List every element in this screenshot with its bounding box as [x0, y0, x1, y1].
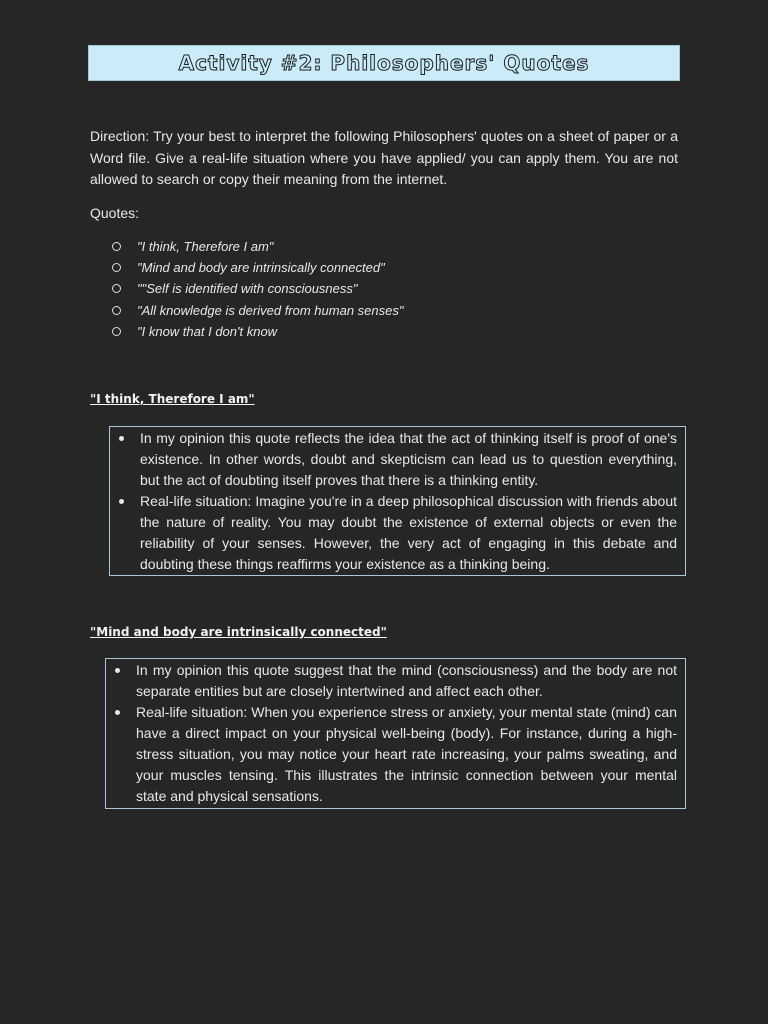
quote-item	[112, 278, 403, 299]
quote-text: "I think, Therefore I am"	[137, 239, 274, 255]
quote-item	[112, 257, 403, 278]
answer-text: Real-life situation: Imagine you're in a deep philosophical discussion with friends about the nature of reality. You may doubt the existence of external objects or even the reliability of your senses. However, the very act of engaging in this debate and doubting these things reaffirms your existence as a thinking being.	[140, 493, 677, 572]
answer-text: In my opinion this quote suggest that the mind (consciousness) and the body are not separate entities but are closely intertwined and affect each other.	[136, 662, 677, 699]
bullet-dot-icon	[119, 499, 124, 504]
quote-item	[112, 300, 403, 321]
hollow-bullet-icon	[112, 306, 121, 315]
direction-paragraph: Direction: Try your best to interpret the following Philosophers' quotes on a sheet of paper or a Word file. Give a real-life situation where you have applied/ you can apply them. You are not allowed to search or copy their meaning from the internet.	[90, 128, 678, 187]
quote-text: "All knowledge is derived from human senses"	[137, 302, 404, 318]
bullet-dot-icon	[119, 436, 124, 441]
answer-bullet	[140, 491, 677, 575]
bullet-dot-icon	[115, 710, 120, 715]
section-heading-mind-body: "Mind and body are intrinsically connected"	[90, 625, 387, 639]
answer-bullet	[136, 660, 677, 702]
quote-item	[112, 236, 403, 257]
quote-text: "I know that I don't know	[137, 323, 278, 339]
bullet-dot-icon	[115, 668, 120, 673]
quotes-label: Quotes:	[90, 205, 140, 221]
quote-item	[112, 321, 403, 342]
answer-bullet	[140, 428, 677, 491]
answer-text: In my opinion this quote reflects the idea that the act of thinking itself is proof of one's existence. In other words, doubt and skepticism can lead us to question everything, but the act of doubting itself proves that there is a thinking entity.	[140, 430, 677, 488]
answer-bullet	[136, 702, 677, 807]
quote-list	[112, 236, 403, 342]
hollow-bullet-icon	[112, 242, 121, 251]
quote-text: ""Self is identified with consciousness"	[137, 281, 358, 297]
section-heading-i-think: "I think, Therefore I am"	[90, 392, 255, 406]
hollow-bullet-icon	[112, 284, 121, 293]
answer-box-i-think	[109, 426, 686, 576]
page-title: Activity #2: Philosophers' Quotes	[178, 51, 590, 75]
hollow-bullet-icon	[112, 327, 121, 336]
quote-text: "Mind and body are intrinsically connected"	[137, 260, 385, 276]
answer-box-mind-body	[105, 658, 686, 809]
hollow-bullet-icon	[112, 263, 121, 272]
title-banner	[88, 45, 680, 81]
answer-text: Real-life situation: When you experience stress or anxiety, your mental state (mind) can have a direct impact on your physical well-being (body). For instance, during a high-stress situation, you may notice your heart rate increasing, your palms sweating, and your muscles tensing. This illustrates the intrinsic connection between your mental state and physical sensations.	[136, 704, 677, 804]
